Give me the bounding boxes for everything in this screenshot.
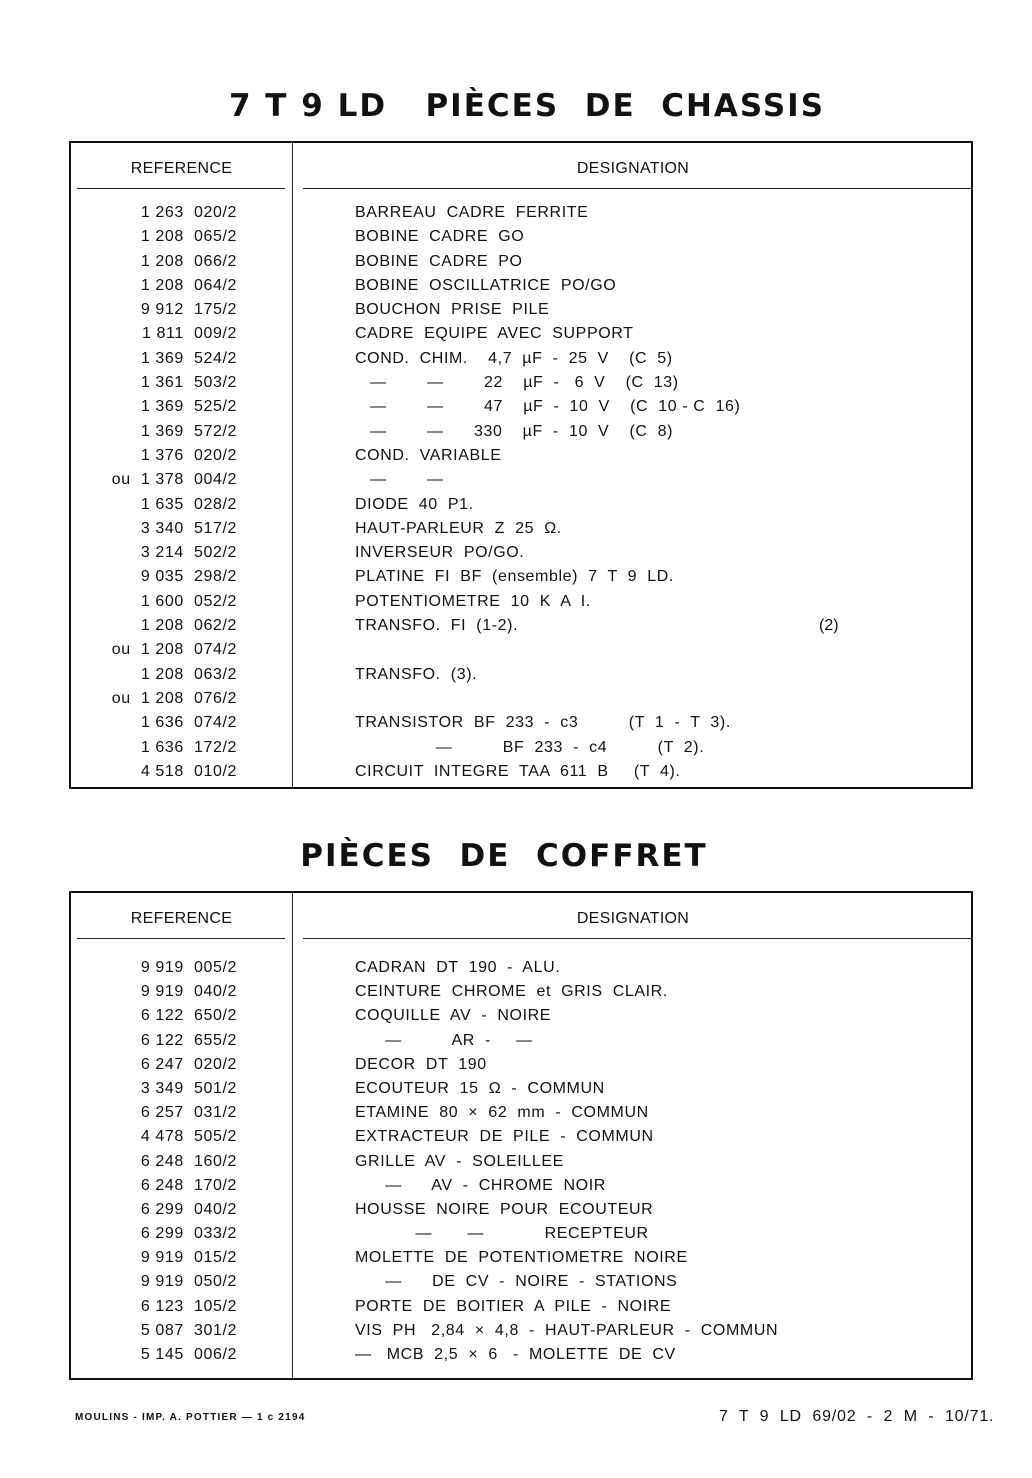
part-reference: 4 518 010/2	[140, 762, 237, 780]
table-row	[71, 325, 971, 349]
part-designation: CADRE EQUIPE AVEC SUPPORT	[355, 325, 634, 343]
part-reference: 5 145 006/2	[140, 1346, 237, 1363]
part-designation: PORTE DE BOITIER A PILE - NOIRE	[355, 1297, 672, 1315]
part-reference: 1 376 020/2	[140, 446, 237, 464]
part-designation: COND. VARIABLE	[355, 446, 502, 464]
part-designation: — MCB 2,5 × 6 - MOLETTE DE CV	[355, 1346, 676, 1363]
table-row	[71, 983, 971, 1007]
table-row	[71, 763, 971, 787]
coffret-rows	[71, 959, 971, 1370]
part-reference: 3 340 517/2	[140, 519, 237, 537]
part-reference: 1 635 028/2	[140, 495, 237, 513]
part-designation: HAUT-PARLEUR Z 25 Ω.	[355, 519, 562, 537]
part-reference: 6 257 031/2	[140, 1104, 237, 1122]
part-reference: 1 208 063/2	[140, 665, 237, 683]
table-row	[71, 1128, 971, 1152]
chassis-title: 7 T 9 LD PIÈCES DE CHASSIS	[228, 88, 826, 124]
table-row	[71, 714, 971, 738]
part-reference: 1 263 020/2	[140, 204, 237, 221]
part-note: (2)	[819, 617, 839, 635]
header-underline	[303, 188, 971, 189]
document-code: 7 T 9 LD 69/02 - 2 M - 10/71.	[719, 1408, 995, 1425]
table-row	[71, 1080, 971, 1104]
table-row	[71, 544, 971, 568]
part-reference: 3 349 501/2	[140, 1079, 237, 1097]
table-row	[71, 1104, 971, 1128]
coffret-parts-table	[69, 891, 973, 1380]
part-designation: — — 47 µF - 10 V (C 10 - C 16)	[355, 398, 741, 416]
part-reference: 3 214 502/2	[140, 544, 237, 562]
part-designation: — — 330 µF - 10 V (C 8)	[355, 422, 674, 440]
part-designation: MOLETTE DE POTENTIOMETRE NOIRE	[355, 1249, 688, 1267]
part-reference: 1 208 064/2	[140, 276, 237, 294]
table-row	[71, 568, 971, 592]
part-designation: EXTRACTEUR DE PILE - COMMUN	[355, 1128, 654, 1146]
part-designation: — AV - CHROME NOIR	[355, 1176, 606, 1194]
part-designation: — — 22 µF - 6 V (C 13)	[355, 374, 679, 392]
table-row	[71, 1007, 971, 1031]
part-designation: — — RECEPTEUR	[355, 1225, 649, 1243]
part-designation: BOBINE CADRE GO	[355, 228, 525, 246]
part-reference: 1 361 503/2	[140, 374, 237, 392]
printer-imprint: MOULINS - IMP. A. POTTIER — 1 c 2194	[75, 1412, 306, 1423]
part-reference: 9 919 040/2	[140, 983, 237, 1001]
part-reference: ou 1 208 076/2	[111, 689, 237, 707]
table-row	[71, 1225, 971, 1249]
part-reference: 1 636 172/2	[140, 738, 237, 756]
table-row	[71, 1032, 971, 1056]
part-reference: ou 1 208 074/2	[111, 641, 237, 659]
part-reference: 5 087 301/2	[140, 1321, 237, 1339]
reference-header: REFERENCE	[130, 910, 233, 927]
table-row	[71, 593, 971, 617]
table-row	[71, 1177, 971, 1201]
part-reference: 9 912 175/2	[140, 301, 237, 319]
part-reference: 6 248 160/2	[140, 1152, 237, 1170]
table-row	[71, 253, 971, 277]
table-row	[71, 1273, 971, 1297]
table-row	[71, 1201, 971, 1225]
part-reference: 9 919 015/2	[140, 1249, 237, 1267]
chassis-rows	[71, 204, 971, 787]
part-designation: TRANSISTOR BF 233 - c3 (T 1 - T 3).	[355, 714, 731, 732]
part-designation: BARREAU CADRE FERRITE	[355, 204, 589, 221]
designation-header: DESIGNATION	[576, 160, 690, 177]
table-row	[71, 374, 971, 398]
table-row	[71, 1298, 971, 1322]
part-designation: BOBINE OSCILLATRICE PO/GO	[355, 276, 617, 294]
part-reference: 1 208 062/2	[140, 617, 237, 635]
part-reference: 1 208 066/2	[140, 252, 237, 270]
part-reference: 1 811 009/2	[142, 325, 237, 343]
table-row	[71, 301, 971, 325]
part-reference: 6 299 040/2	[140, 1200, 237, 1218]
table-row	[71, 1056, 971, 1080]
table-row	[71, 690, 971, 714]
part-reference: 1 369 525/2	[140, 398, 237, 416]
header-underline	[303, 938, 971, 939]
part-designation: DECOR DT 190	[355, 1055, 487, 1073]
part-designation: ETAMINE 80 × 62 mm - COMMUN	[355, 1104, 649, 1122]
table-row	[71, 398, 971, 422]
table-row	[71, 1322, 971, 1346]
part-designation: ECOUTEUR 15 Ω - COMMUN	[355, 1079, 605, 1097]
table-row	[71, 617, 971, 641]
chassis-parts-table	[69, 141, 973, 789]
table-row	[71, 739, 971, 763]
part-reference: 1 369 524/2	[140, 349, 237, 367]
part-designation: CADRAN DT 190 - ALU.	[355, 959, 561, 976]
part-designation: COQUILLE AV - NOIRE	[355, 1007, 552, 1025]
table-row	[71, 959, 971, 983]
part-designation: — —	[355, 471, 444, 489]
part-designation: INVERSEUR PO/GO.	[355, 544, 525, 562]
part-reference: 1 636 074/2	[140, 714, 237, 732]
table-row	[71, 496, 971, 520]
part-reference: 9 919 005/2	[140, 959, 237, 976]
part-designation: GRILLE AV - SOLEILLEE	[355, 1152, 564, 1170]
table-row	[71, 350, 971, 374]
table-row	[71, 520, 971, 544]
coffret-title: PIÈCES DE COFFRET	[300, 838, 708, 874]
part-designation: — DE CV - NOIRE - STATIONS	[355, 1273, 678, 1291]
table-row	[71, 641, 971, 665]
header-underline	[77, 188, 285, 189]
table-row	[71, 277, 971, 301]
part-designation: BOUCHON PRISE PILE	[355, 301, 550, 319]
part-designation: DIODE 40 P1.	[355, 495, 474, 513]
header-underline	[77, 938, 285, 939]
part-reference: 9 919 050/2	[140, 1273, 237, 1291]
table-row	[71, 423, 971, 447]
part-designation: CEINTURE CHROME et GRIS CLAIR.	[355, 983, 668, 1001]
part-reference: 6 123 105/2	[140, 1297, 237, 1315]
part-reference: ou 1 378 004/2	[111, 471, 237, 489]
table-row	[71, 471, 971, 495]
table-row	[71, 204, 971, 228]
part-designation: COND. CHIM. 4,7 µF - 25 V (C 5)	[355, 349, 673, 367]
part-reference: 1 369 572/2	[140, 422, 237, 440]
reference-header: REFERENCE	[130, 160, 233, 177]
part-designation: POTENTIOMETRE 10 K A I.	[355, 592, 591, 610]
part-reference: 1 600 052/2	[140, 592, 237, 610]
part-designation: PLATINE FI BF (ensemble) 7 T 9 LD.	[355, 568, 674, 586]
part-designation: — BF 233 - c4 (T 2).	[355, 738, 705, 756]
table-row	[71, 666, 971, 690]
part-designation: CIRCUIT INTEGRE TAA 611 B (T 4).	[355, 762, 681, 780]
part-designation: VIS PH 2,84 × 4,8 - HAUT-PARLEUR - COMMUN	[355, 1321, 779, 1339]
part-designation: HOUSSE NOIRE POUR ECOUTEUR	[355, 1200, 654, 1218]
designation-header: DESIGNATION	[576, 910, 690, 927]
part-designation: TRANSFO. (3).	[355, 665, 478, 683]
table-row	[71, 1346, 971, 1370]
part-reference: 4 478 505/2	[140, 1128, 237, 1146]
part-reference: 1 208 065/2	[140, 228, 237, 246]
part-reference: 6 248 170/2	[140, 1176, 237, 1194]
part-reference: 6 247 020/2	[140, 1055, 237, 1073]
part-reference: 6 299 033/2	[140, 1225, 237, 1243]
part-designation: TRANSFO. FI (1-2).	[355, 617, 519, 635]
table-row	[71, 1249, 971, 1273]
part-reference: 6 122 650/2	[140, 1007, 237, 1025]
part-reference: 9 035 298/2	[140, 568, 237, 586]
part-designation: — AR - —	[355, 1031, 533, 1049]
part-reference: 6 122 655/2	[140, 1031, 237, 1049]
table-row	[71, 447, 971, 471]
part-designation: BOBINE CADRE PO	[355, 252, 523, 270]
table-row	[71, 228, 971, 252]
table-row	[71, 1153, 971, 1177]
